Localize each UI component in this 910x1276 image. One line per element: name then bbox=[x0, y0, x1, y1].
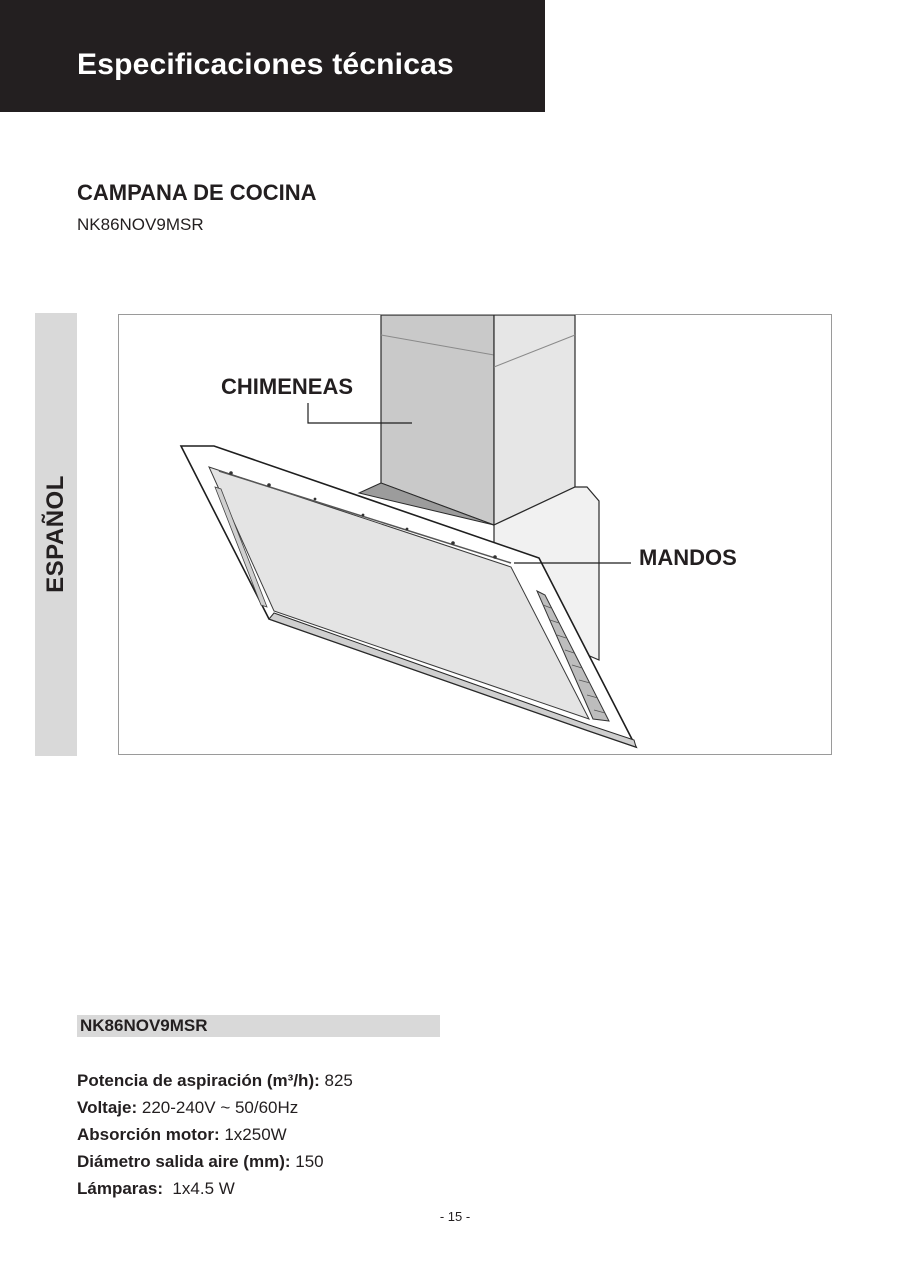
spec-value: 1x250W bbox=[219, 1125, 287, 1144]
spec-model-label: NK86NOV9MSR bbox=[80, 1016, 208, 1035]
spec-model-header bbox=[77, 1015, 440, 1037]
spec-value: 220-240V ~ 50/60Hz bbox=[137, 1098, 299, 1117]
callout-controls: MANDOS bbox=[639, 545, 737, 570]
spec-label: Lámparas: bbox=[77, 1179, 163, 1198]
spec-value: 825 bbox=[319, 1071, 353, 1090]
spec-item-outlet-diameter bbox=[77, 1148, 353, 1175]
page-title: Especificaciones técnicas bbox=[77, 48, 454, 81]
product-model: NK86NOV9MSR bbox=[77, 215, 204, 234]
page-number: - 15 - bbox=[439, 1209, 471, 1224]
product-heading: CAMPANA DE COCINA bbox=[77, 180, 317, 205]
spec-item-lamps bbox=[77, 1175, 353, 1202]
spec-value: 150 bbox=[290, 1152, 324, 1171]
spec-list bbox=[77, 1067, 353, 1202]
spec-value: 1x4.5 W bbox=[162, 1179, 235, 1198]
spec-label: Diámetro salida aire (mm): bbox=[77, 1152, 291, 1171]
spec-item-suction-power bbox=[77, 1067, 353, 1094]
spec-label: Voltaje: bbox=[77, 1098, 138, 1117]
header-bar bbox=[0, 0, 545, 112]
callout-chimneys: CHIMENEAS bbox=[221, 374, 354, 399]
spec-label: Potencia de aspiración (m³/h): bbox=[77, 1071, 320, 1090]
spec-label: Absorción motor: bbox=[77, 1125, 220, 1144]
spec-item-motor-absorption bbox=[77, 1121, 353, 1148]
language-tab bbox=[35, 313, 77, 756]
language-tab-label: ESPAÑOL bbox=[42, 475, 69, 593]
spec-item-voltage bbox=[77, 1094, 353, 1121]
